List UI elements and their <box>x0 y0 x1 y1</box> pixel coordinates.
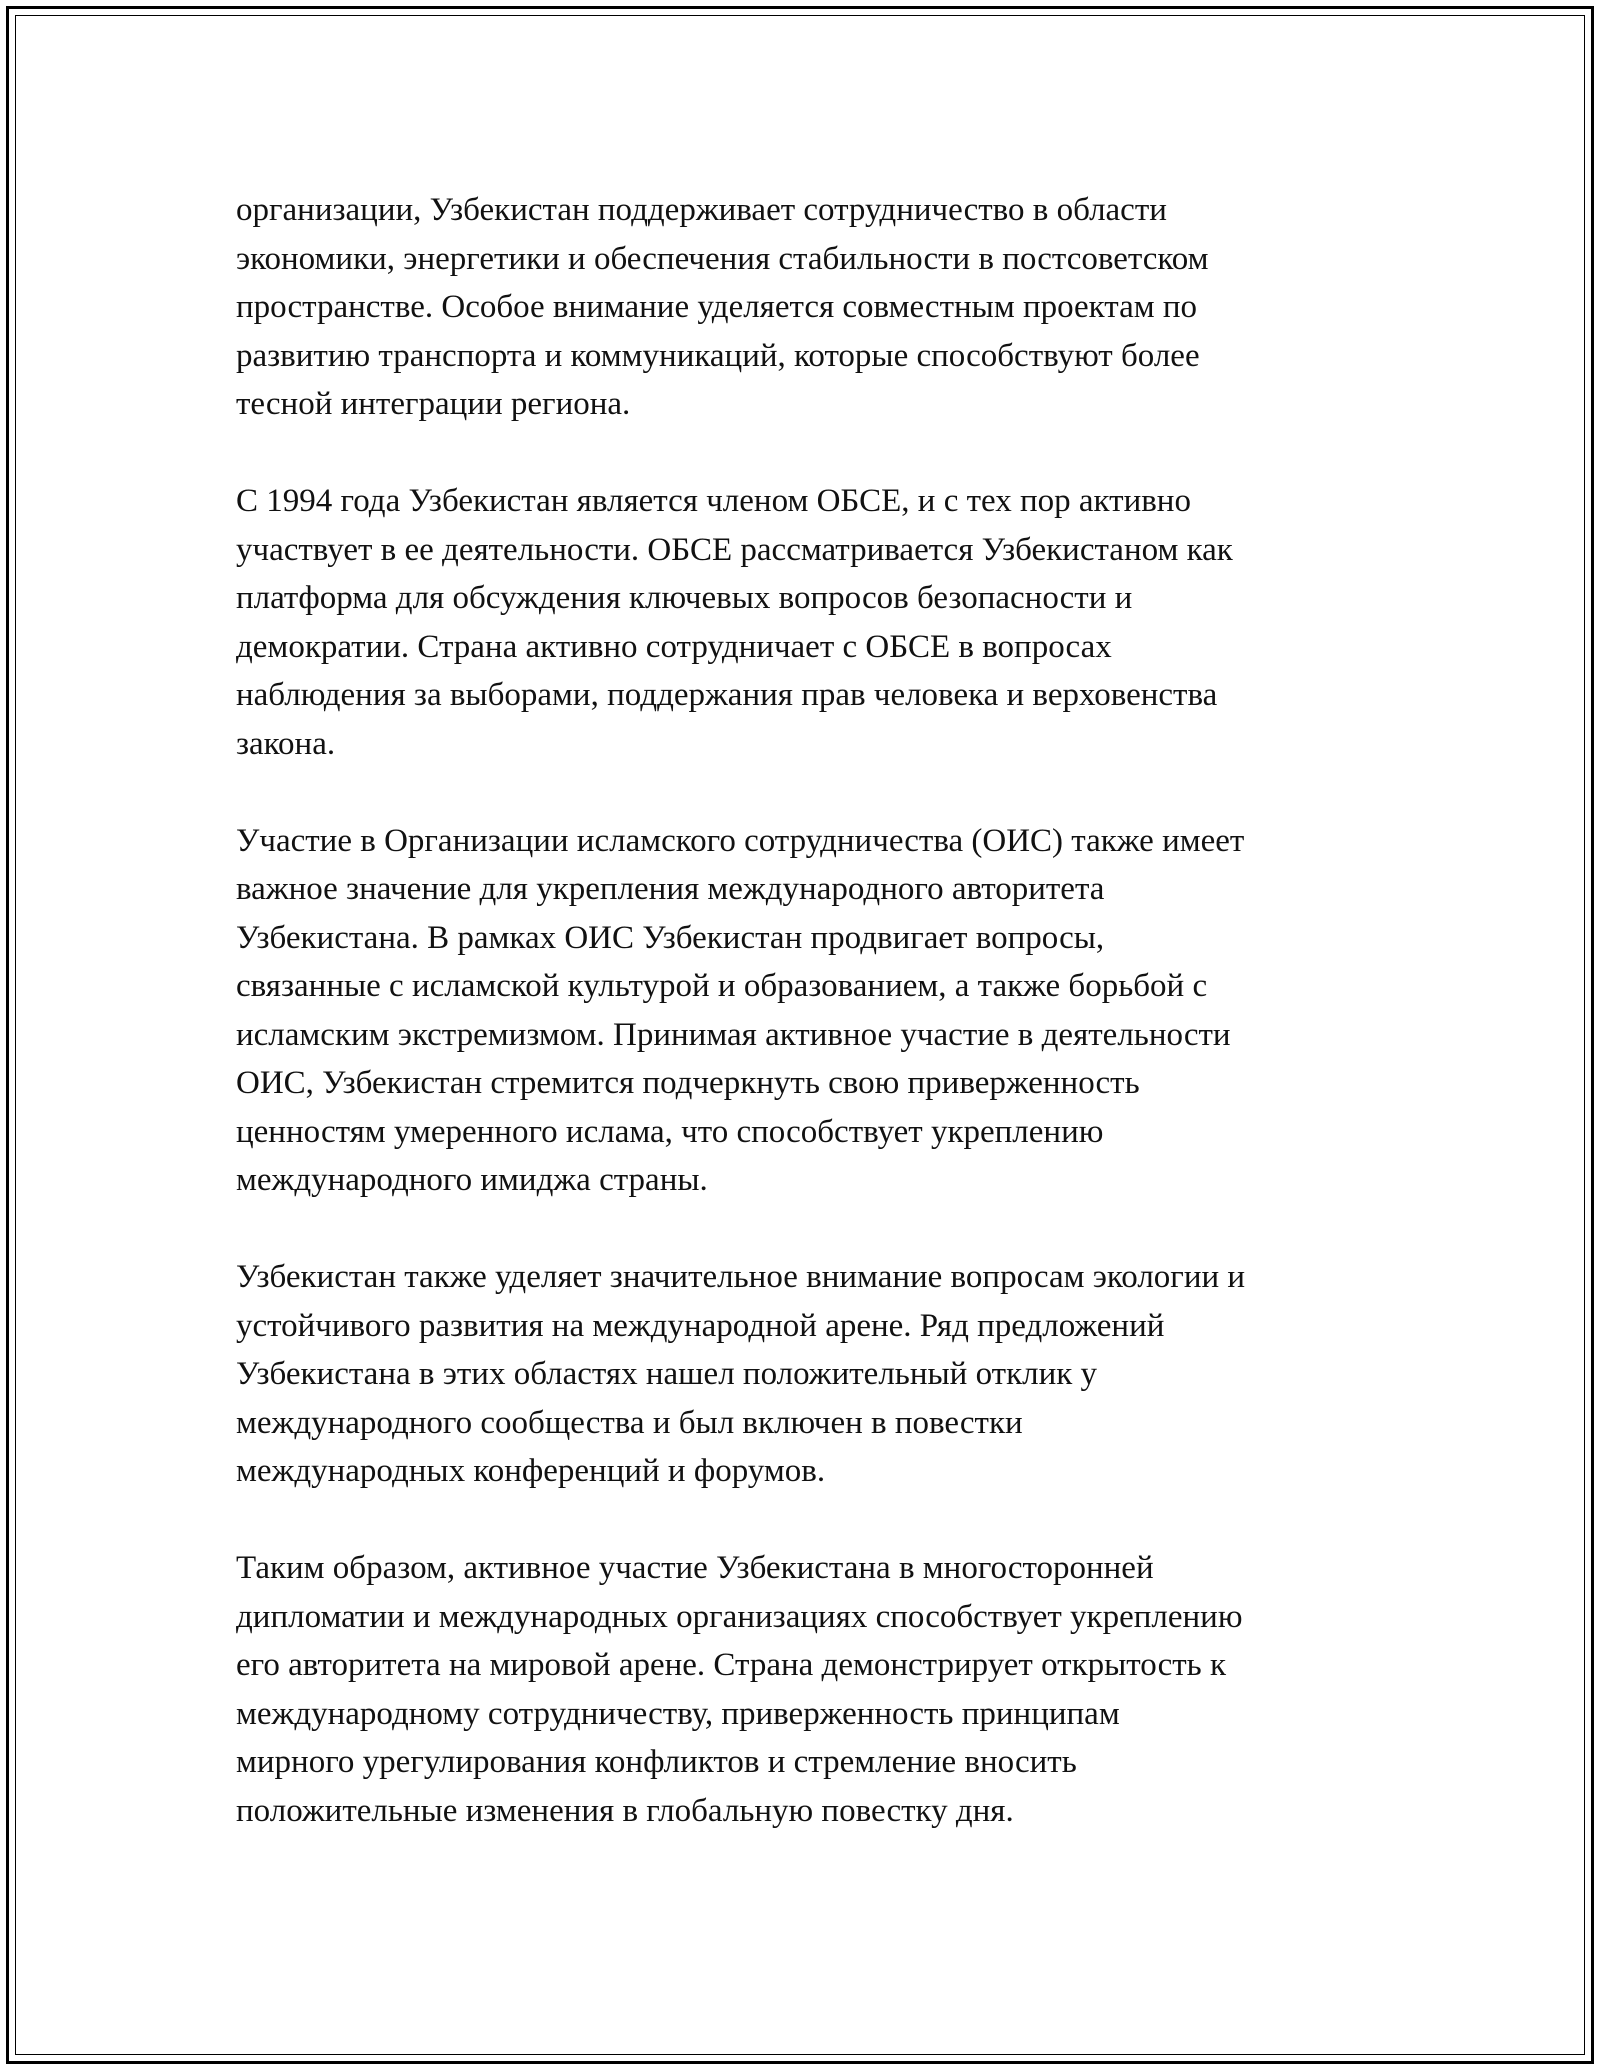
text-line: международного сообщества и был включен в повестки <box>236 1404 1023 1441</box>
paragraph <box>236 1544 1376 1835</box>
text-line: ценностям умеренного ислама, что способствует укреплению <box>236 1113 1104 1150</box>
text-line: С 1994 года Узбекистан является членом ОБСЕ, и с тех пор активно <box>236 483 1191 519</box>
text-line: Узбекистана в этих областях нашел положительный отклик у <box>236 1356 1098 1392</box>
text-line: положительные изменения в глобальную повестку дня. <box>236 1792 1014 1829</box>
text-line: ОИС, Узбекистан стремится подчеркнуть свою приверженность <box>236 1065 1140 1101</box>
paragraph <box>236 186 1376 429</box>
text-line: международному сотрудничеству, приверженность принципам <box>236 1695 1120 1732</box>
text-line: исламским экстремизмом. Принимая активное участие в деятельности <box>236 1016 1231 1053</box>
text-line: устойчивого развития на международной арене. Ряд предложений <box>236 1307 1165 1344</box>
text-line: Таким образом, активное участие Узбекистана в многосторонней <box>236 1550 1154 1586</box>
text-line: важное значение для укрепления международного авторитета <box>236 871 1105 907</box>
text-line: связанные с исламской культурой и образованием, а также борьбой с <box>236 968 1208 1004</box>
text-line: платформа для обсуждения ключевых вопросов безопасности и <box>236 580 1133 616</box>
text-line: экономики, энергетики и обеспечения стабильности в постсоветском <box>236 240 1209 277</box>
text-line: Узбекистана. В рамках ОИС Узбекистан продвигает вопросы, <box>236 919 1105 956</box>
text-line: Участие в Организации исламского сотрудничества (ОИС) также имеет <box>236 822 1245 859</box>
text-line: развитию транспорта и коммуникаций, которые способствуют более <box>236 337 1200 374</box>
text-line: дипломатии и международных организациях способствует укреплению <box>236 1598 1243 1635</box>
paragraph <box>236 817 1376 1205</box>
text-line: мирного урегулирования конфликтов и стремление вносить <box>236 1744 1077 1780</box>
paragraph <box>236 477 1376 768</box>
text-line: тесной интеграции региона. <box>236 386 631 422</box>
paragraph <box>236 1253 1376 1496</box>
text-line: участвует в ее деятельности. ОБСЕ рассматривается Узбекистаном как <box>236 531 1233 568</box>
text-line: закона. <box>236 725 336 762</box>
text-line: демократии. Страна активно сотрудничает с ОБСЕ в вопросах <box>236 628 1112 665</box>
text-line: международных конференций и форумов. <box>236 1453 826 1489</box>
text-line: наблюдения за выборами, поддержания прав человека и верховенства <box>236 677 1218 713</box>
text-line: Узбекистан также уделяет значительное внимание вопросам экологии и <box>236 1259 1246 1295</box>
document-body <box>236 186 1376 1835</box>
text-line: пространстве. Особое внимание уделяется совместным проектам по <box>236 289 1198 325</box>
text-line: его авторитета на мировой арене. Страна демонстрирует открытость к <box>236 1647 1226 1683</box>
text-line: международного имиджа страны. <box>236 1162 708 1198</box>
text-line: организации, Узбекистан поддерживает сотрудничество в области <box>236 192 1167 228</box>
